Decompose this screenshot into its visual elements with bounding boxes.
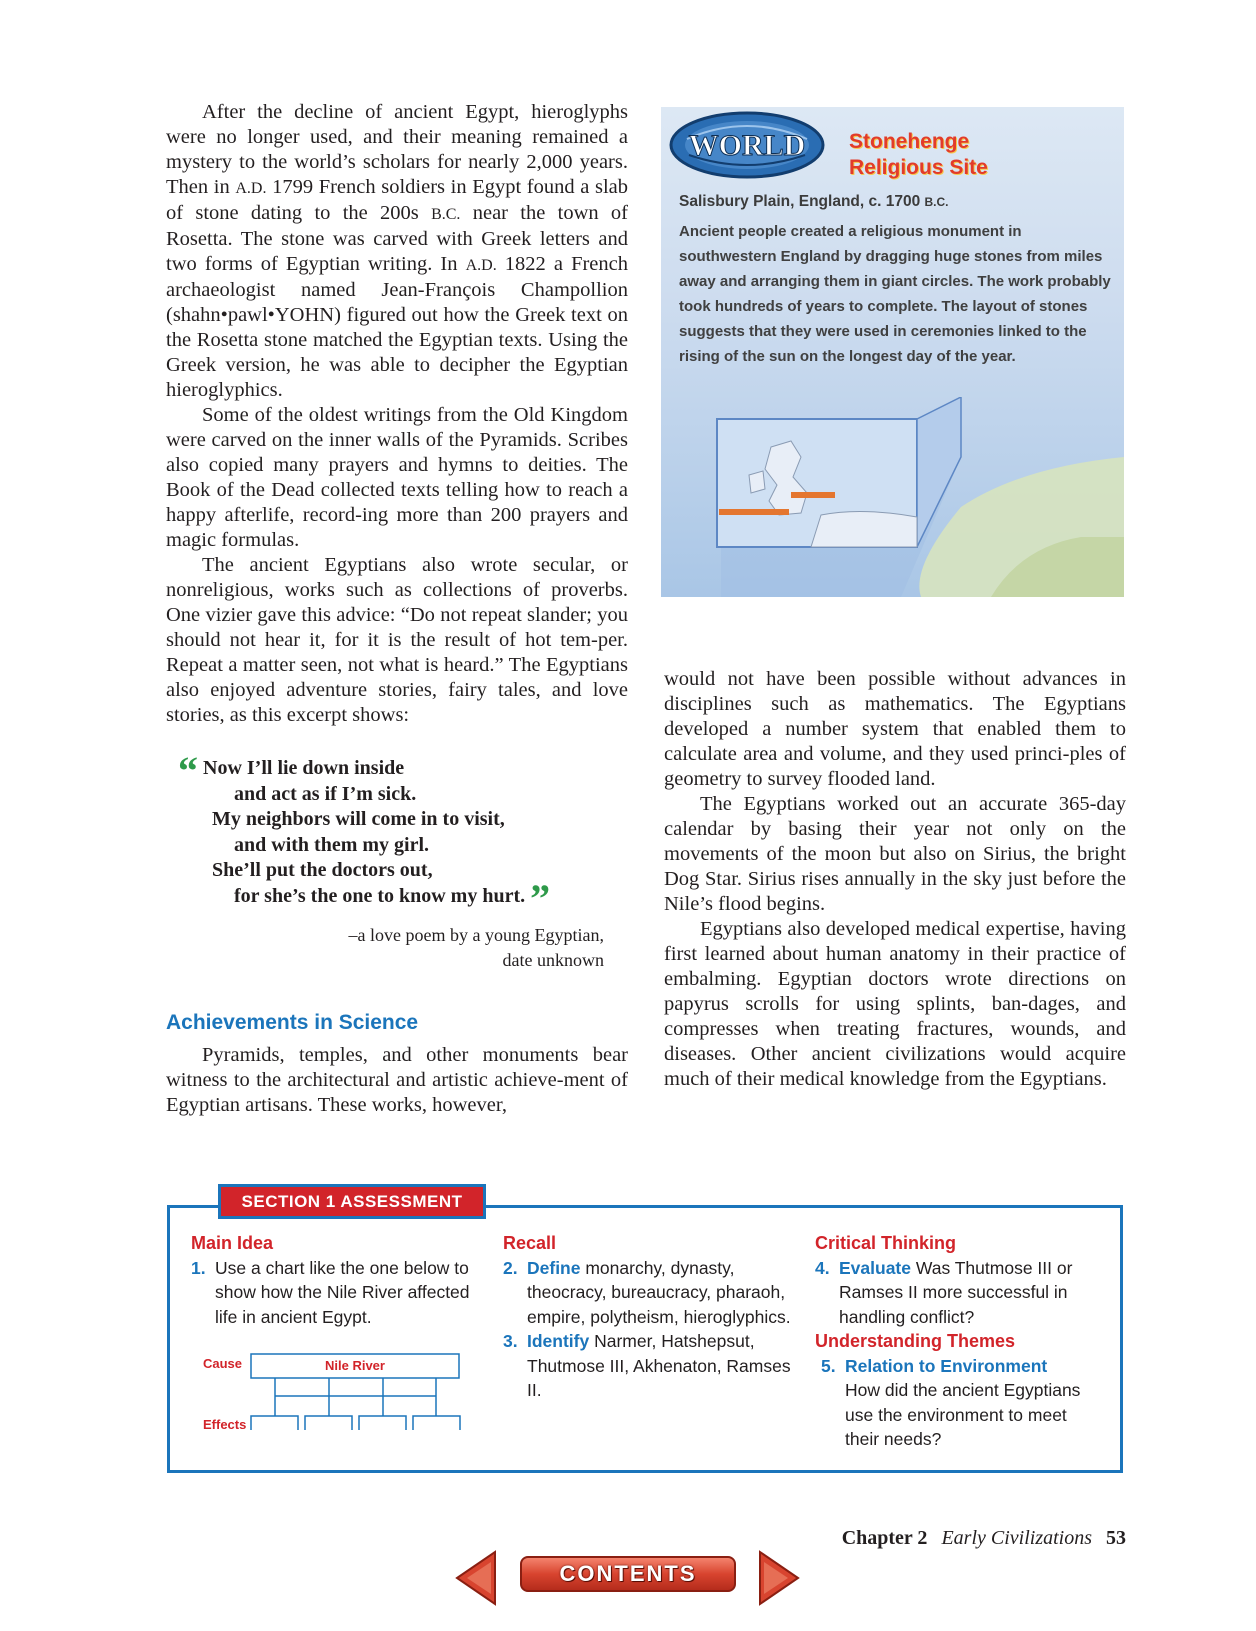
paragraph-secular-works: The ancient Egyptians also wrote secular, or nonreligious, works such as collections of proverbs. One vizier gave this advice: “Do not repeat slander; you should not hear it, for it is the result of hot tem-per. Repeat a matter seen, not what is heard.” The Egyptians also enjoyed adventure stories, fairy tales, and love stories, as this excerpt shows: bbox=[166, 554, 628, 726]
open-quote-icon: “ bbox=[178, 748, 198, 793]
paragraph-rosetta: After the decline of ancient Egypt, hieroglyphs were no longer used, and their meaning remained a mystery to the world’s scholars for nearly 2,000 years. Then in A.D. 1799 French soldiers in Egypt found a slab of stone dating to the 200s B.C. near the town of Rosetta. The stone was carved with Greek letters and two forms of Egyptian writing. In A.D. 1822 a French archaeologist named Jean-François Champollion (shahn•pawl•YOHN) figured out how the Greek text on the Rosetta stone matched the Egyptian texts. Using the Greek version, he was able to decipher the Egyptian hieroglyphics. bbox=[166, 101, 628, 401]
cause-label: Cause bbox=[203, 1356, 243, 1371]
understanding-themes-heading: Understanding Themes bbox=[815, 1331, 1016, 1351]
critical-thinking-column bbox=[815, 1231, 1100, 1452]
recall-heading: Recall bbox=[503, 1233, 557, 1253]
poem-line: and act as if I’m sick. bbox=[234, 782, 417, 805]
contents-button[interactable]: CONTENTS bbox=[520, 1556, 736, 1592]
poem-line: Now I’ll lie down inside bbox=[203, 757, 405, 779]
map-illustration bbox=[661, 397, 1124, 597]
poem-line: for she’s the one to know my hurt. bbox=[234, 884, 526, 907]
poem-attribution: –a love poem by a young Egyptian, date unknown bbox=[348, 925, 604, 970]
recall-column bbox=[503, 1231, 793, 1403]
question-5: 5. Relation to Environment How did the ancient Egyptians use the environment to meet their needs? bbox=[821, 1355, 1081, 1449]
section-heading-science: Achievements in Science bbox=[166, 1011, 419, 1034]
paragraph-mathematics: would not have been possible without advances in disciplines such as mathematics. The Egyptians developed a number system that enabled them to calculate area and volume, and they used princi-ples of geometry to survey flooded land. bbox=[664, 668, 1126, 790]
main-idea-column bbox=[191, 1231, 481, 1329]
world-badge-text: WORLD bbox=[688, 129, 806, 162]
science-paragraph-container bbox=[166, 1043, 628, 1118]
world-feature-box bbox=[661, 107, 1124, 597]
footer-title: Early Civilizations bbox=[941, 1527, 1092, 1549]
main-idea-heading: Main Idea bbox=[191, 1233, 274, 1253]
poem-quote bbox=[178, 748, 614, 921]
cause-effect-chart bbox=[203, 1350, 483, 1430]
world-globe-icon bbox=[667, 109, 833, 181]
question-1: 1. Use a chart like the one below to show how the Nile River affected life in ancient Egypt. bbox=[191, 1257, 470, 1327]
poem-line: My neighbors will come in to visit, bbox=[212, 808, 505, 830]
question-3: 3. Identify Narmer, Hatshepsut, Thutmose III, Akhenaton, Ramses II. bbox=[503, 1331, 791, 1400]
question-2: 2. Define monarchy, dynasty, theocracy, bureaucracy, pharaoh, empire, polytheism, hieroglyphics. bbox=[503, 1257, 791, 1327]
world-feature-title: Stonehenge Religious Site bbox=[849, 130, 988, 179]
previous-arrow-icon[interactable] bbox=[457, 1552, 495, 1604]
paragraph-medicine: Egyptians also developed medical expertise, having first learned about human anatomy in their practice of embalming. Egyptian doctors wrote directions on papyrus scrolls for using splints, ban-dages, and compresses when treating fractures, wounds, and diseases. Other ancient civilizations would acquire much of their medical knowledge from the Egyptians. bbox=[664, 918, 1126, 1090]
page-number: 53 bbox=[1106, 1527, 1126, 1549]
paragraph-calendar: The Egyptians worked out an accurate 365-day calendar by basing their year not only on the movements of the moon but also on Sirius, the bright Dog Star. Sirius rises annually in the sky just before the Nile’s flood begins. bbox=[664, 793, 1126, 915]
effects-label: Effects bbox=[203, 1417, 247, 1430]
question-4: 4. Evaluate Was Thutmose III or Ramses II more successful in handling conflict? bbox=[815, 1257, 1073, 1327]
paragraph-old-kingdom: Some of the oldest writings from the Old Kingdom were carved on the inner walls of the Pyramids. Scribes also copied many prayers and hymns to deities. The Book of the Dead collected texts telling how to reach a happy afterlife, record-ing more than 200 prayers and magic formulas. bbox=[166, 404, 628, 551]
paragraph-science: Pyramids, temples, and other monuments bear witness to the architectural and artistic achieve-ment of Egyptian artisans. These works, however, bbox=[166, 1044, 628, 1116]
page-footer bbox=[842, 1527, 1126, 1550]
world-feature-subtitle: Salisbury Plain, England, c. 1700 B.C. bbox=[679, 193, 949, 210]
poem-line: and with them my girl. bbox=[234, 833, 429, 856]
critical-thinking-heading: Critical Thinking bbox=[815, 1233, 957, 1253]
left-column bbox=[166, 100, 628, 728]
footer-chapter: Chapter 2 bbox=[841, 1527, 928, 1549]
section-assessment-tab: SECTION 1 ASSESSMENT bbox=[218, 1184, 486, 1219]
next-arrow-icon[interactable] bbox=[760, 1552, 798, 1604]
cause-value: Nile River bbox=[325, 1358, 385, 1373]
world-feature-body: Ancient people created a religious monument in southwestern England by dragging huge stones from miles away and arranging them in giant circles. The work probably took hundreds of years to complete. The layout of stones suggests that they were used in ceremonies linked to the rising of the sun on the longest day of the year. bbox=[679, 223, 1111, 365]
close-quote-icon: ” bbox=[530, 875, 551, 921]
poem-line: She’ll put the doctors out, bbox=[212, 859, 433, 881]
right-column bbox=[664, 667, 1126, 1092]
